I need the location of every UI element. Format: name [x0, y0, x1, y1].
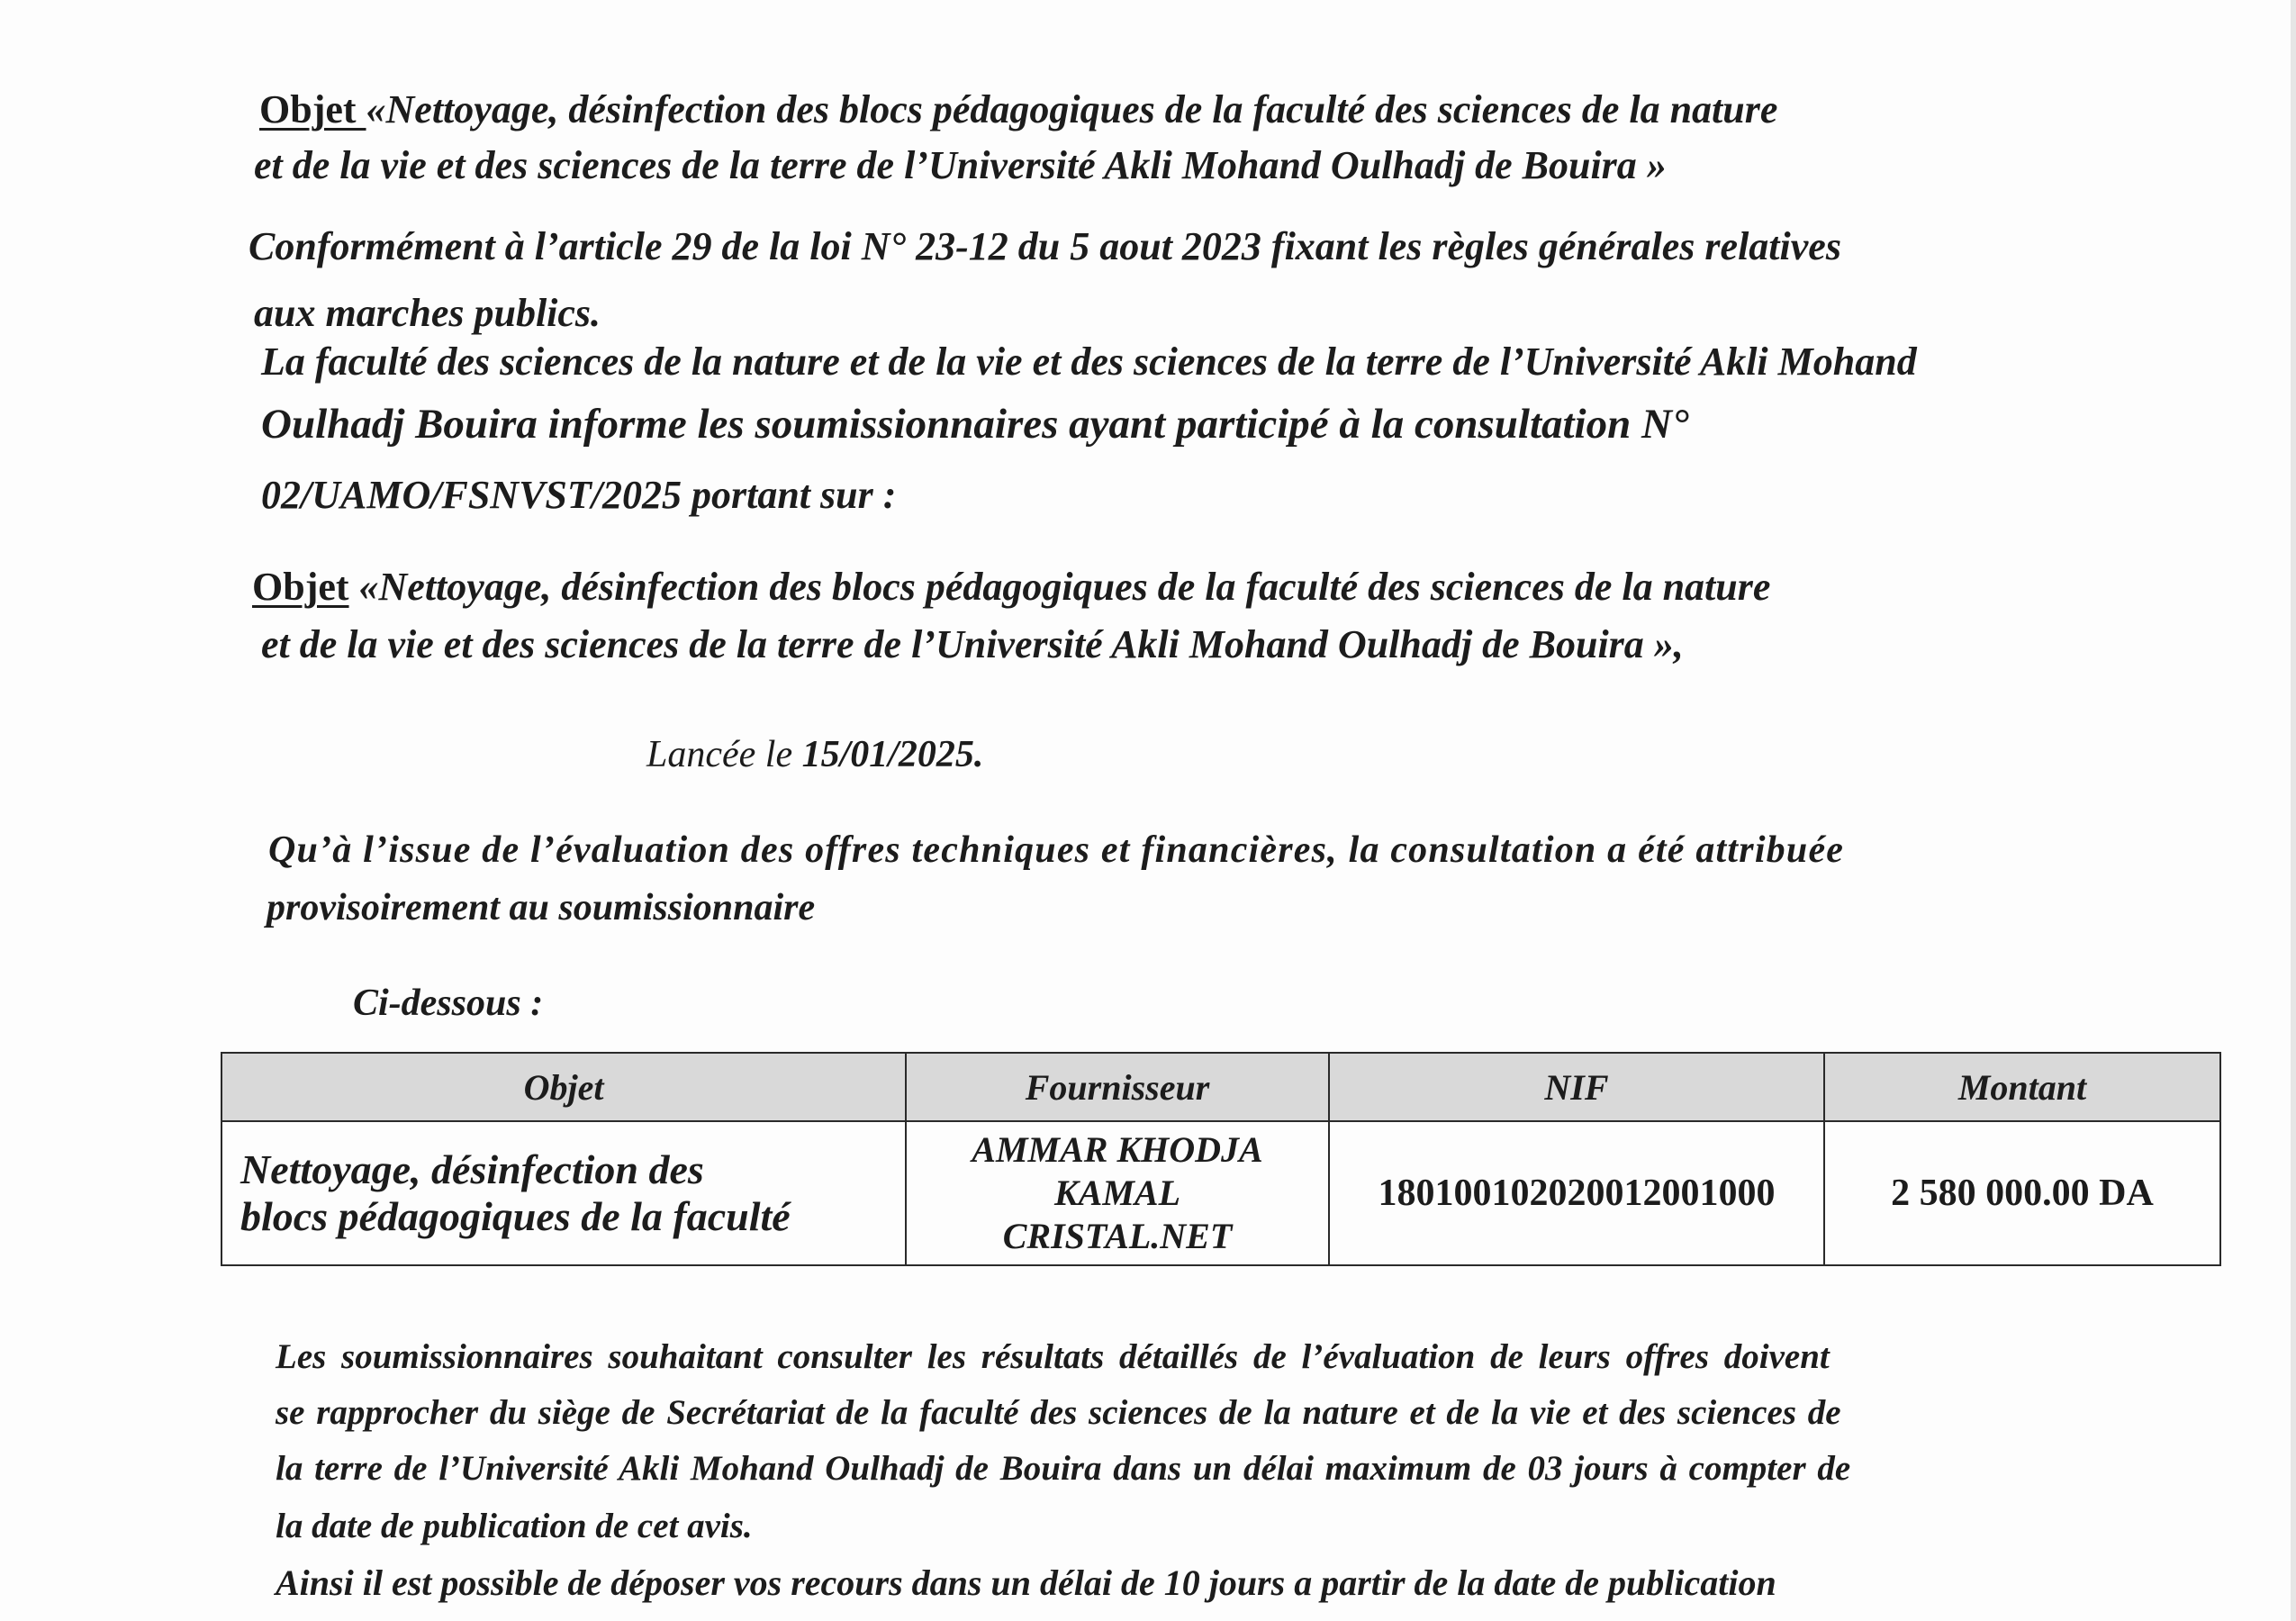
recours-line-1: Ainsi il est possible de déposer vos recours dans un délai de 10 jours a partir de la date de publication: [276, 1562, 1776, 1603]
conformement-line-1: Conformément à l’article 29 de la loi N° 23-12 du 5 aout 2023 fixant les règles générales relatives: [249, 224, 1841, 268]
cell-fournisseur-line-1: AMMAR KHODJA: [972, 1129, 1263, 1170]
lancee-prefix: Lancée le: [646, 734, 802, 775]
objet-2-line-2: et de la vie et des sciences de la terre de l’Université Akli Mohand Oulhadj de Bouira »,: [261, 622, 1684, 666]
cell-fournisseur-line-3: CRISTAL.NET: [1002, 1216, 1233, 1256]
header-objet: Objet: [221, 1053, 906, 1121]
objet-2-line-1: [252, 564, 1770, 610]
resultats-line-3: la terre de l’Université Akli Mohand Oulhadj de Bouira dans un délai maximum de 03 jours à compter de: [276, 1449, 1851, 1488]
objet-1-label: Objet: [259, 87, 366, 131]
faculte-line-1: La faculté des sciences de la nature et de la vie et des sciences de la terre de l’Université Akli Mohand: [261, 340, 1917, 384]
header-montant: Montant: [1824, 1053, 2220, 1121]
resultats-line-4: la date de publication de cet avis.: [276, 1507, 753, 1545]
evaluation-line-1: Qu’à l’issue de l’évaluation des offres techniques et financières, la consultation a été attribuée: [268, 829, 1845, 871]
cell-montant: 2 580 000.00 DA: [1824, 1121, 2220, 1265]
cell-fournisseur: [906, 1121, 1329, 1265]
faculte-line-2: Oulhadj Bouira informe les soumissionnaires ayant participé à la consultation N°: [261, 401, 1689, 448]
header-fournisseur: Fournisseur: [906, 1053, 1329, 1121]
resultats-line-1: Les soumissionnaires souhaitant consulter les résultats détaillés de l’évaluation de leurs offres doivent: [276, 1337, 1830, 1376]
scan-edge: [2291, 0, 2296, 1621]
cell-fournisseur-line-2: KAMAL: [1053, 1173, 1181, 1213]
objet-1-text-1: «Nettoyage, désinfection des blocs pédagogiques de la faculté des sciences de la nature: [366, 87, 1778, 131]
cell-nif: 180100102020012001000: [1329, 1121, 1824, 1265]
cell-objet-line-2: blocs pédagogiques de la faculté: [240, 1193, 791, 1239]
resultats-line-2: se rapprocher du siège de Secrétariat de la faculté des sciences de la nature et de la vie et des sciences de: [276, 1393, 1841, 1432]
cell-objet: [221, 1121, 906, 1265]
faculte-line-3: 02/UAMO/FSNVST/2025 portant sur :: [261, 473, 897, 517]
table-row: [221, 1121, 2220, 1265]
lancee-line: [646, 733, 983, 776]
attribution-table: [221, 1052, 2221, 1266]
header-nif: NIF: [1329, 1053, 1824, 1121]
evaluation-line-2: provisoirement au soumissionnaire: [267, 887, 816, 928]
conformement-line-2: aux marches publics.: [254, 291, 601, 335]
objet-2-text-1: «Nettoyage, désinfection des blocs pédagogiques de la faculté des sciences de la nature: [348, 565, 1771, 609]
objet-1-line-1: [259, 86, 1777, 132]
ci-dessous-label: Ci-dessous :: [353, 983, 544, 1024]
lancee-date: 15/01/2025.: [801, 734, 984, 775]
table-header-row: [221, 1053, 2220, 1121]
objet-2-label: Objet: [252, 565, 349, 609]
objet-1-line-2: et de la vie et des sciences de la terre de l’Université Akli Mohand Oulhadj de Bouira »: [254, 143, 1667, 187]
cell-objet-line-1: Nettoyage, désinfection des: [240, 1146, 704, 1192]
